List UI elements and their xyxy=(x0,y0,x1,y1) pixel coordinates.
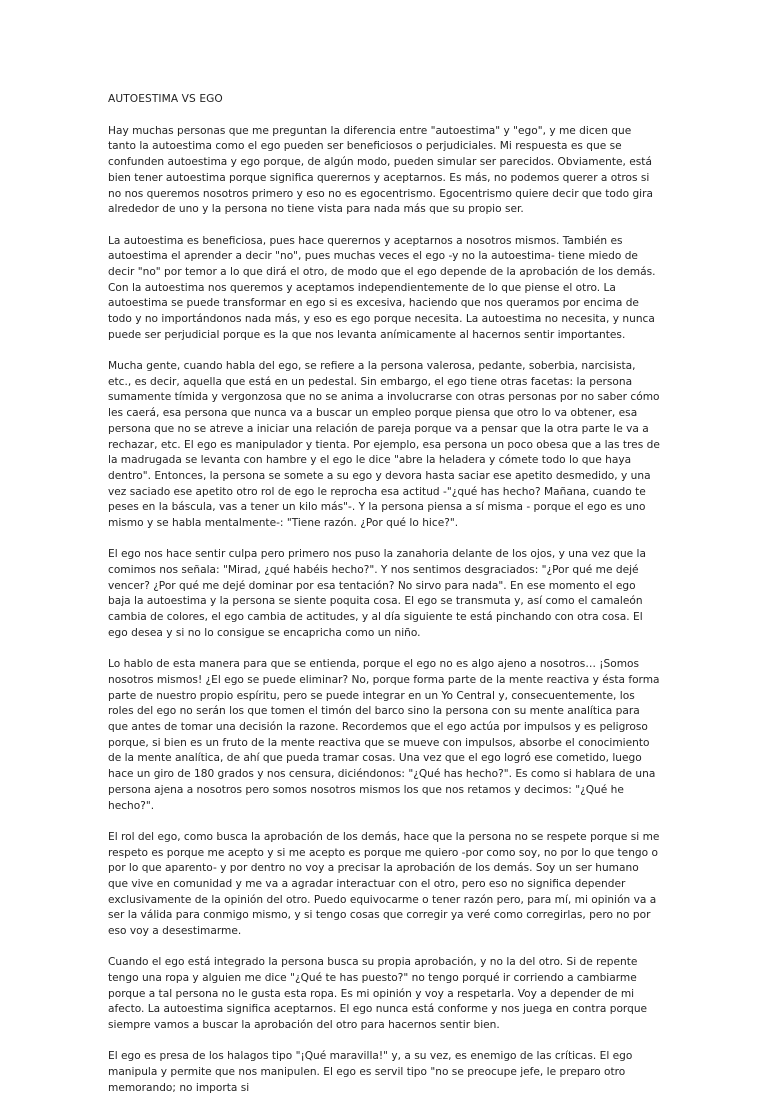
paragraph-2: La autoestima es beneficiosa, pues hace querernos y aceptarnos a nosotros mismos. También es autoestima el aprender a decir "no", pues muchas veces el ego -y no la autoestima- tiene miedo de decir "no" por temor a lo que dirá el otro, de modo que el ego depende de la aprobación de los demás. Con la autoestima nos queremos y aceptamos independientemente de lo que piense el otro. La autoestima se puede transformar en ego si es excesiva, haciendo que nos queramos por encima de todo y no importándonos nada más, y eso es ego porque necesita. La autoestima no necesita, y nunca puede ser perjudicial porque es la que nos levanta anímicamente al hacernos sentir importantes. xyxy=(108,234,656,341)
paragraph-1: Hay muchas personas que me preguntan la diferencia entre "autoestima" y "ego", y me dicen que tanto la autoestima como el ego pueden ser beneficiosos o perjudiciales. Mi respuesta es que se confunden autoestima y ego porque, de algún modo, pueden simular ser parecidos. Obviamente, está bien tener autoestima porque significa querernos y aceptarnos. Es más, no podemos querer a otros si no nos queremos nosotros primero y eso no es egocentrismo. Egocentrismo quiere decir que todo gira alrededor de uno y la persona no tiene vista para nada más que su propio ser. xyxy=(108,124,653,216)
paragraph-4: El ego nos hace sentir culpa pero primero nos puso la zanahoria delante de los ojos, y una vez que la comimos nos señala: "Mirad, ¿qué habéis hecho?". Y nos sentimos desgraciados: "¿Por qué me dejé vencer? ¿Por qué me dejé dominar por esa tentación? No sirvo para nada". En ese momento el ego baja la autoestima y la persona se siente poquita cosa. El ego se transmuta y, así como el camaleón cambia de colores, el ego cambia de actitudes, y al día siguiente te está pinchando con otra cosa. El ego desea y si no lo consigue se encapricha como un niño. xyxy=(108,548,646,639)
paragraph-6: El rol del ego, como busca la aprobación de los demás, hace que la persona no se respete porque si me respeto es porque me acepto y si me acepto es porque me quiero -por como soy, no por lo que tengo o por lo que aparento- y por dentro no voy a precisar la aprobación de los demás. Soy un ser humano que vive en comunidad y me va a agradar interactuar con el otro, pero eso no significa depender exclusivamente de la opinión del otro. Puedo equivocarme o tener razón pero, para mí, mi opinión va a ser la válida para conmigo mismo, y si tengo cosas que corregir ya veré como corregirlas, pero no por eso voy a desestimarme. xyxy=(108,830,660,938)
paragraph-7: Cuando el ego está integrado la persona busca su propia aprobación, y no la del otro. Si de repente tengo una ropa y alguien me dice "¿Qué te has puesto?" no tengo porqué ir corriendo a cambiarme porque a tal persona no le gusta esta ropa. Es mi opinión y voy a respetarla. Voy a depender de mi afecto. La autoestima significa aceptarnos. El ego nunca está conforme y nos juega en contra porque siempre vamos a buscar la aprobación del otro para hacernos sentir bien. xyxy=(108,956,648,1032)
paragraph-3: Mucha gente, cuando habla del ego, se refiere a la persona valerosa, pedante, soberbia, narcisista, etc., es decir, aquella que está en un pedestal. Sin embargo, el ego tiene otras facetas: la persona sumamente tímida y vergonzosa que no se anima a involucrarse con otras personas por no saber cómo les caerá, esa persona que nunca va a buscar un empleo porque piensa que otro lo va obtener, esa persona que no se atreve a iniciar una relación de pareja porque va a pensar que la otra parte le va a rechazar, etc. El ego es manipulador y tienta. Por ejemplo, esa persona un poco obesa que a las tres de la madrugada se levanta con hambre y el ego le dice "abre la heladera y cómete todo lo que haya dentro". Entonces, la persona se somete a su ego y devora hasta saciar ese apetito desmedido, y una vez saciado ese apetito otro rol de ego le reprocha esa actitud -"¿qué has hecho? Mañana, cuando te peses en la báscula, vas a tener un kilo más"-. Y la persona piensa a sí misma - porque el ego es uno mismo y se habla mentalmente-: "Tiene razón. ¿Por qué lo hice?". xyxy=(108,360,660,530)
paragraph-8: El ego es presa de los halagos tipo "¡Qué maravilla!" y, a su vez, es enemigo de las críticas. El ego manipula y permite que nos manipulen. El ego es servil tipo "no se preocupe jefe, le preparo otro memorando; no importa si xyxy=(108,1050,633,1094)
paragraph-5: Lo hablo de esta manera para que se entienda, porque el ego no es algo ajeno a nosotros… ¡Somos nosotros mismos! ¿El ego se puede eliminar? No, porque forma parte de la mente reactiva y ésta forma parte de nuestro propio espíritu, pero se puede integrar en un Yo Central y, consecuentemente, los roles del ego no serán los que tomen el timón del barco sino la persona con su mente analítica para que antes de tomar una decisión la razone. Recordemos que el ego actúa por impulsos y es peligroso porque, si bien es un fruto de la mente reactiva que se mueve con impulsos, absorbe el conocimiento de la mente analítica, de ahí que pueda tramar cosas. Una vez que el ego logró ese cometido, luego hace un giro de 180 grados y nos censura, diciéndonos: "¿Qué has hecho?". Es como si hablara de una persona ajena a nosotros pero somos nosotros mismos los que nos retamos y decimos: "¿Qué he hecho?". xyxy=(108,658,660,812)
document-title: AUTOESTIMA VS EGO xyxy=(108,93,223,105)
